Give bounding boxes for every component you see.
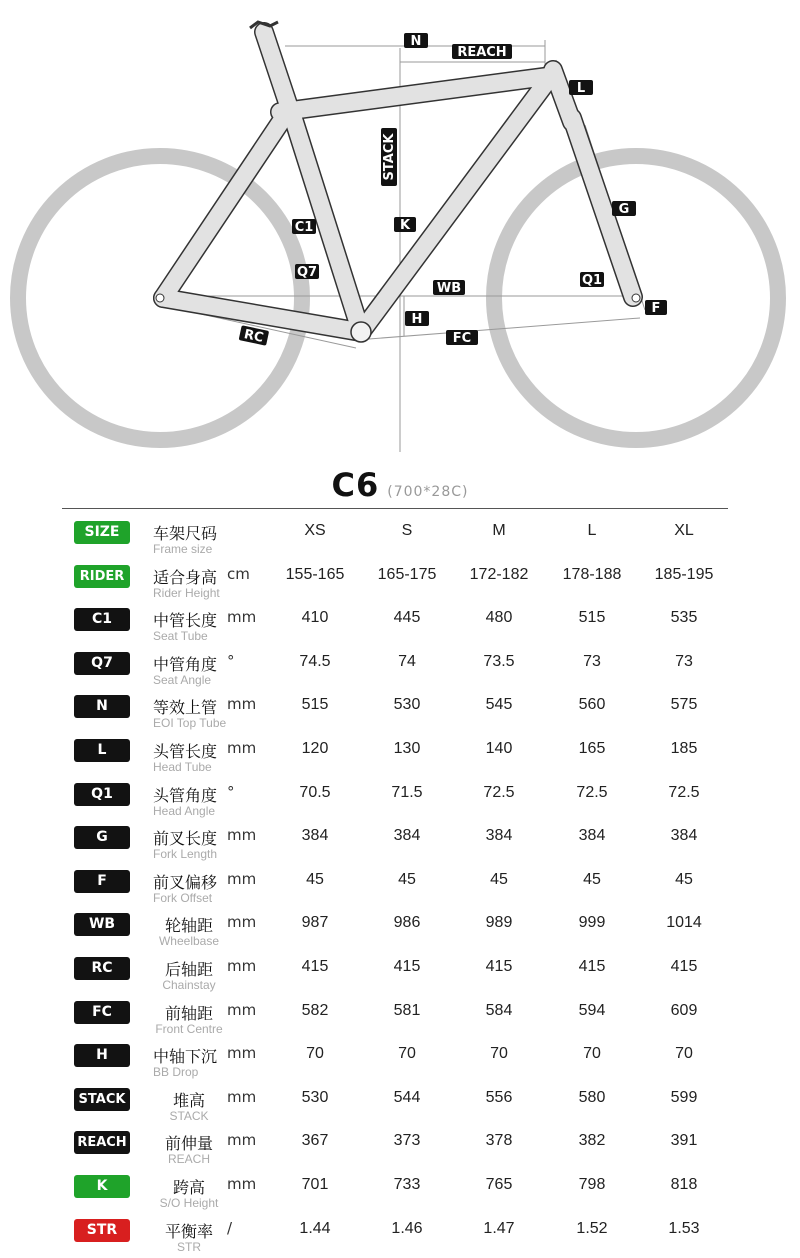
table-row xyxy=(0,642,800,686)
param-badge: SIZE xyxy=(74,521,130,544)
table-cell: 480 xyxy=(485,609,513,627)
table-row xyxy=(0,729,800,773)
table-cell: 765 xyxy=(485,1175,513,1193)
param-badge: Q7 xyxy=(74,652,130,675)
table-cell: 415 xyxy=(670,957,698,975)
table-cell: 445 xyxy=(393,609,421,627)
table-row xyxy=(0,598,800,642)
param-unit: mm xyxy=(227,695,257,714)
table-cell: XL xyxy=(674,522,694,539)
param-unit: mm xyxy=(227,608,257,627)
table-cell: 556 xyxy=(485,1088,513,1106)
table-cell: M xyxy=(492,522,506,539)
param-unit: cm xyxy=(227,564,250,583)
table-cell: 515 xyxy=(578,609,606,627)
table-cell: 575 xyxy=(670,696,698,714)
param-name-cn: 等效上管 xyxy=(153,698,218,718)
param-unit: mm xyxy=(227,956,257,975)
param-unit: mm xyxy=(227,869,257,888)
table-cell: 72.5 xyxy=(576,783,608,801)
table-cell: 580 xyxy=(578,1088,606,1106)
param-name-en: BB Drop xyxy=(153,1065,199,1080)
frame-geometry-diagram xyxy=(0,0,800,465)
table-cell: 701 xyxy=(301,1175,329,1193)
param-name-cn: 车架尺码 xyxy=(153,524,218,543)
table-cell: 581 xyxy=(393,1001,421,1019)
table-cell: 74.5 xyxy=(299,652,331,670)
table-cell: 185 xyxy=(670,739,698,757)
table-cell: 384 xyxy=(393,827,421,845)
param-name-en: Fork Offset xyxy=(153,890,213,905)
param-unit: mm xyxy=(227,1174,257,1193)
param-name-en: Wheelbase xyxy=(158,934,220,949)
param-unit: mm xyxy=(227,826,257,845)
table-cell: 165-175 xyxy=(377,565,437,583)
label-wb xyxy=(433,280,465,296)
param-badge: WB xyxy=(74,913,130,936)
table-cell: 373 xyxy=(393,1132,421,1150)
table-cell: 70 xyxy=(490,1045,508,1063)
table-cell: 45 xyxy=(675,870,693,888)
table-row xyxy=(0,1165,800,1209)
table-row xyxy=(0,1209,800,1253)
param-name-en: STACK xyxy=(169,1108,209,1123)
param-unit: ° xyxy=(227,782,235,801)
param-badge: K xyxy=(74,1175,130,1198)
svg-text:RC: RC xyxy=(242,327,265,346)
param-name-cn: 适合身高 xyxy=(153,567,218,587)
svg-text:REACH: REACH xyxy=(457,45,507,60)
table-cell: 530 xyxy=(393,696,421,714)
param-name-cn: 前叉长度 xyxy=(153,829,218,849)
table-cell: 382 xyxy=(578,1132,606,1150)
table-cell: 70 xyxy=(398,1045,416,1063)
table-cell: 73 xyxy=(675,652,693,670)
param-badge: REACH xyxy=(74,1131,130,1154)
table-cell: 74 xyxy=(398,652,416,670)
table-cell: 70.5 xyxy=(299,783,331,801)
table-cell: 1.53 xyxy=(668,1219,700,1237)
param-name-cn: 中管长度 xyxy=(153,611,218,631)
table-cell: 384 xyxy=(670,827,698,845)
table-cell: 70 xyxy=(583,1045,601,1063)
table-cell: 989 xyxy=(485,914,513,932)
param-badge: L xyxy=(74,739,130,762)
table-cell: 544 xyxy=(393,1088,421,1106)
table-cell: 535 xyxy=(670,609,698,627)
table-cell: 818 xyxy=(670,1175,698,1193)
param-badge: F xyxy=(74,870,130,893)
tire-size: (700*28C) xyxy=(387,484,469,500)
table-cell: 120 xyxy=(301,739,329,757)
table-row xyxy=(0,511,800,555)
label-fc xyxy=(446,330,478,346)
param-unit: mm xyxy=(227,1087,257,1106)
param-name-cn: 头管角度 xyxy=(153,785,218,805)
svg-text:Q7: Q7 xyxy=(296,265,318,280)
param-unit: ° xyxy=(227,651,235,670)
param-name-cn: 头管长度 xyxy=(153,741,218,761)
param-name-cn: 后轴距 xyxy=(164,959,213,979)
svg-text:STACK: STACK xyxy=(382,133,397,181)
table-cell: 172-182 xyxy=(469,565,529,583)
svg-text:K: K xyxy=(399,218,411,233)
table-row xyxy=(0,685,800,729)
param-unit: mm xyxy=(227,1131,257,1150)
table-cell: 560 xyxy=(578,696,606,714)
param-badge: FC xyxy=(74,1001,130,1024)
param-name-en: Rider Height xyxy=(153,585,220,600)
svg-text:H: H xyxy=(411,312,423,327)
table-cell: 70 xyxy=(675,1045,693,1063)
table-cell: 71.5 xyxy=(391,783,423,801)
table-row xyxy=(0,1121,800,1165)
label-l xyxy=(569,80,593,96)
label-k xyxy=(394,217,416,233)
table-cell: 155-165 xyxy=(285,565,345,583)
param-name-cn: 前轴距 xyxy=(164,1003,213,1023)
param-badge: STACK xyxy=(74,1088,130,1111)
table-row xyxy=(0,555,800,599)
svg-text:L: L xyxy=(576,81,586,96)
param-name-en: Head Angle xyxy=(153,803,216,818)
table-cell: 45 xyxy=(490,870,508,888)
table-cell: 178-188 xyxy=(562,565,622,583)
label-reach xyxy=(452,44,512,60)
table-cell: 165 xyxy=(578,739,606,757)
param-name-cn: 前伸量 xyxy=(164,1134,213,1154)
param-name-en: EOI Top Tube xyxy=(153,716,227,731)
svg-text:Q1: Q1 xyxy=(581,273,603,288)
table-cell: 384 xyxy=(578,827,606,845)
table-cell: 367 xyxy=(301,1132,329,1150)
param-unit: mm xyxy=(227,1044,257,1063)
table-cell: 415 xyxy=(485,957,513,975)
table-cell: 410 xyxy=(301,609,329,627)
param-badge: RIDER xyxy=(74,565,130,588)
svg-text:C1: C1 xyxy=(294,220,314,235)
param-badge: Q1 xyxy=(74,783,130,806)
label-q7 xyxy=(295,264,319,280)
param-name-cn: 前叉偏移 xyxy=(153,872,218,892)
table-cell: 582 xyxy=(301,1001,329,1019)
table-cell: 986 xyxy=(393,914,421,932)
geometry-table xyxy=(0,511,800,1252)
table-cell: 609 xyxy=(670,1001,698,1019)
table-cell: 1.52 xyxy=(576,1219,608,1237)
table-cell: 384 xyxy=(485,827,513,845)
param-name-en: STR xyxy=(177,1239,201,1254)
table-cell: 1.47 xyxy=(483,1219,515,1237)
table-cell: XS xyxy=(304,522,326,539)
param-name-en: S/O Height xyxy=(159,1195,219,1210)
param-name-cn: 中管角度 xyxy=(153,654,218,674)
table-cell: 594 xyxy=(578,1001,606,1019)
param-name-en: Fork Length xyxy=(153,847,218,862)
table-row xyxy=(0,816,800,860)
table-cell: 599 xyxy=(670,1088,698,1106)
table-cell: 530 xyxy=(301,1088,329,1106)
table-cell: 73 xyxy=(583,652,601,670)
svg-text:WB: WB xyxy=(436,281,462,296)
param-badge: C1 xyxy=(74,608,130,631)
table-cell: 391 xyxy=(670,1132,698,1150)
table-row xyxy=(0,1034,800,1078)
table-cell: 185-195 xyxy=(654,565,714,583)
svg-text:F: F xyxy=(651,301,661,316)
label-q1 xyxy=(580,272,604,288)
svg-text:N: N xyxy=(410,34,422,49)
table-row xyxy=(0,860,800,904)
table-cell: 72.5 xyxy=(668,783,700,801)
table-cell: 384 xyxy=(301,827,329,845)
table-cell: 130 xyxy=(393,739,421,757)
table-cell: 415 xyxy=(578,957,606,975)
table-row xyxy=(0,947,800,991)
table-cell: 515 xyxy=(301,696,329,714)
table-cell: 1014 xyxy=(666,914,702,932)
param-name-cn: 中轴下沉 xyxy=(153,1047,218,1067)
param-name-cn: 跨高 xyxy=(172,1177,205,1197)
param-unit: mm xyxy=(227,1000,257,1019)
table-cell: S xyxy=(401,522,413,539)
table-row xyxy=(0,991,800,1035)
table-cell: 415 xyxy=(301,957,329,975)
param-name-en: Seat Angle xyxy=(153,672,212,687)
param-name-en: Seat Tube xyxy=(153,629,208,644)
param-badge: G xyxy=(74,826,130,849)
label-c1 xyxy=(292,219,316,235)
label-h xyxy=(405,311,429,327)
table-cell: 999 xyxy=(578,914,606,932)
param-name-en: Frame size xyxy=(153,542,213,556)
label-f xyxy=(645,300,667,316)
table-cell: 545 xyxy=(485,696,513,714)
param-badge: H xyxy=(74,1044,130,1067)
table-cell: 584 xyxy=(485,1001,513,1019)
title-divider xyxy=(62,508,728,509)
param-name-en: Front Centre xyxy=(155,1021,223,1036)
table-row xyxy=(0,903,800,947)
param-unit: mm xyxy=(227,738,257,757)
svg-text:FC: FC xyxy=(452,331,472,346)
table-cell: 72.5 xyxy=(483,783,515,801)
table-cell: 733 xyxy=(393,1175,421,1193)
table-cell: 798 xyxy=(578,1175,606,1193)
label-n xyxy=(404,33,428,49)
param-badge: RC xyxy=(74,957,130,980)
table-cell: 45 xyxy=(306,870,324,888)
model-name: C6 xyxy=(331,466,380,504)
label-stack xyxy=(381,128,397,186)
model-title xyxy=(0,466,800,506)
table-cell: 140 xyxy=(485,739,513,757)
param-name-en: REACH xyxy=(167,1152,210,1167)
param-name-cn: 堆高 xyxy=(172,1090,205,1110)
param-unit: / xyxy=(227,1218,233,1237)
table-row xyxy=(0,1078,800,1122)
label-g xyxy=(612,201,636,217)
table-cell: 378 xyxy=(485,1132,513,1150)
param-badge: STR xyxy=(74,1219,130,1242)
table-cell: 70 xyxy=(306,1045,324,1063)
table-cell: 45 xyxy=(583,870,601,888)
param-name-en: Head Tube xyxy=(153,759,212,774)
table-cell: 987 xyxy=(301,914,329,932)
table-row xyxy=(0,773,800,817)
table-cell: 73.5 xyxy=(483,652,515,670)
table-cell: 45 xyxy=(398,870,416,888)
table-cell: 1.46 xyxy=(391,1219,423,1237)
svg-text:G: G xyxy=(618,202,630,217)
param-badge: N xyxy=(74,695,130,718)
param-name-cn: 平衡率 xyxy=(164,1221,213,1241)
table-cell: 415 xyxy=(393,957,421,975)
param-unit: mm xyxy=(227,913,257,932)
param-name-cn: 轮轴距 xyxy=(164,916,213,936)
table-cell: 1.44 xyxy=(299,1219,331,1237)
param-name-en: Chainstay xyxy=(162,977,216,992)
table-cell: L xyxy=(587,522,597,539)
